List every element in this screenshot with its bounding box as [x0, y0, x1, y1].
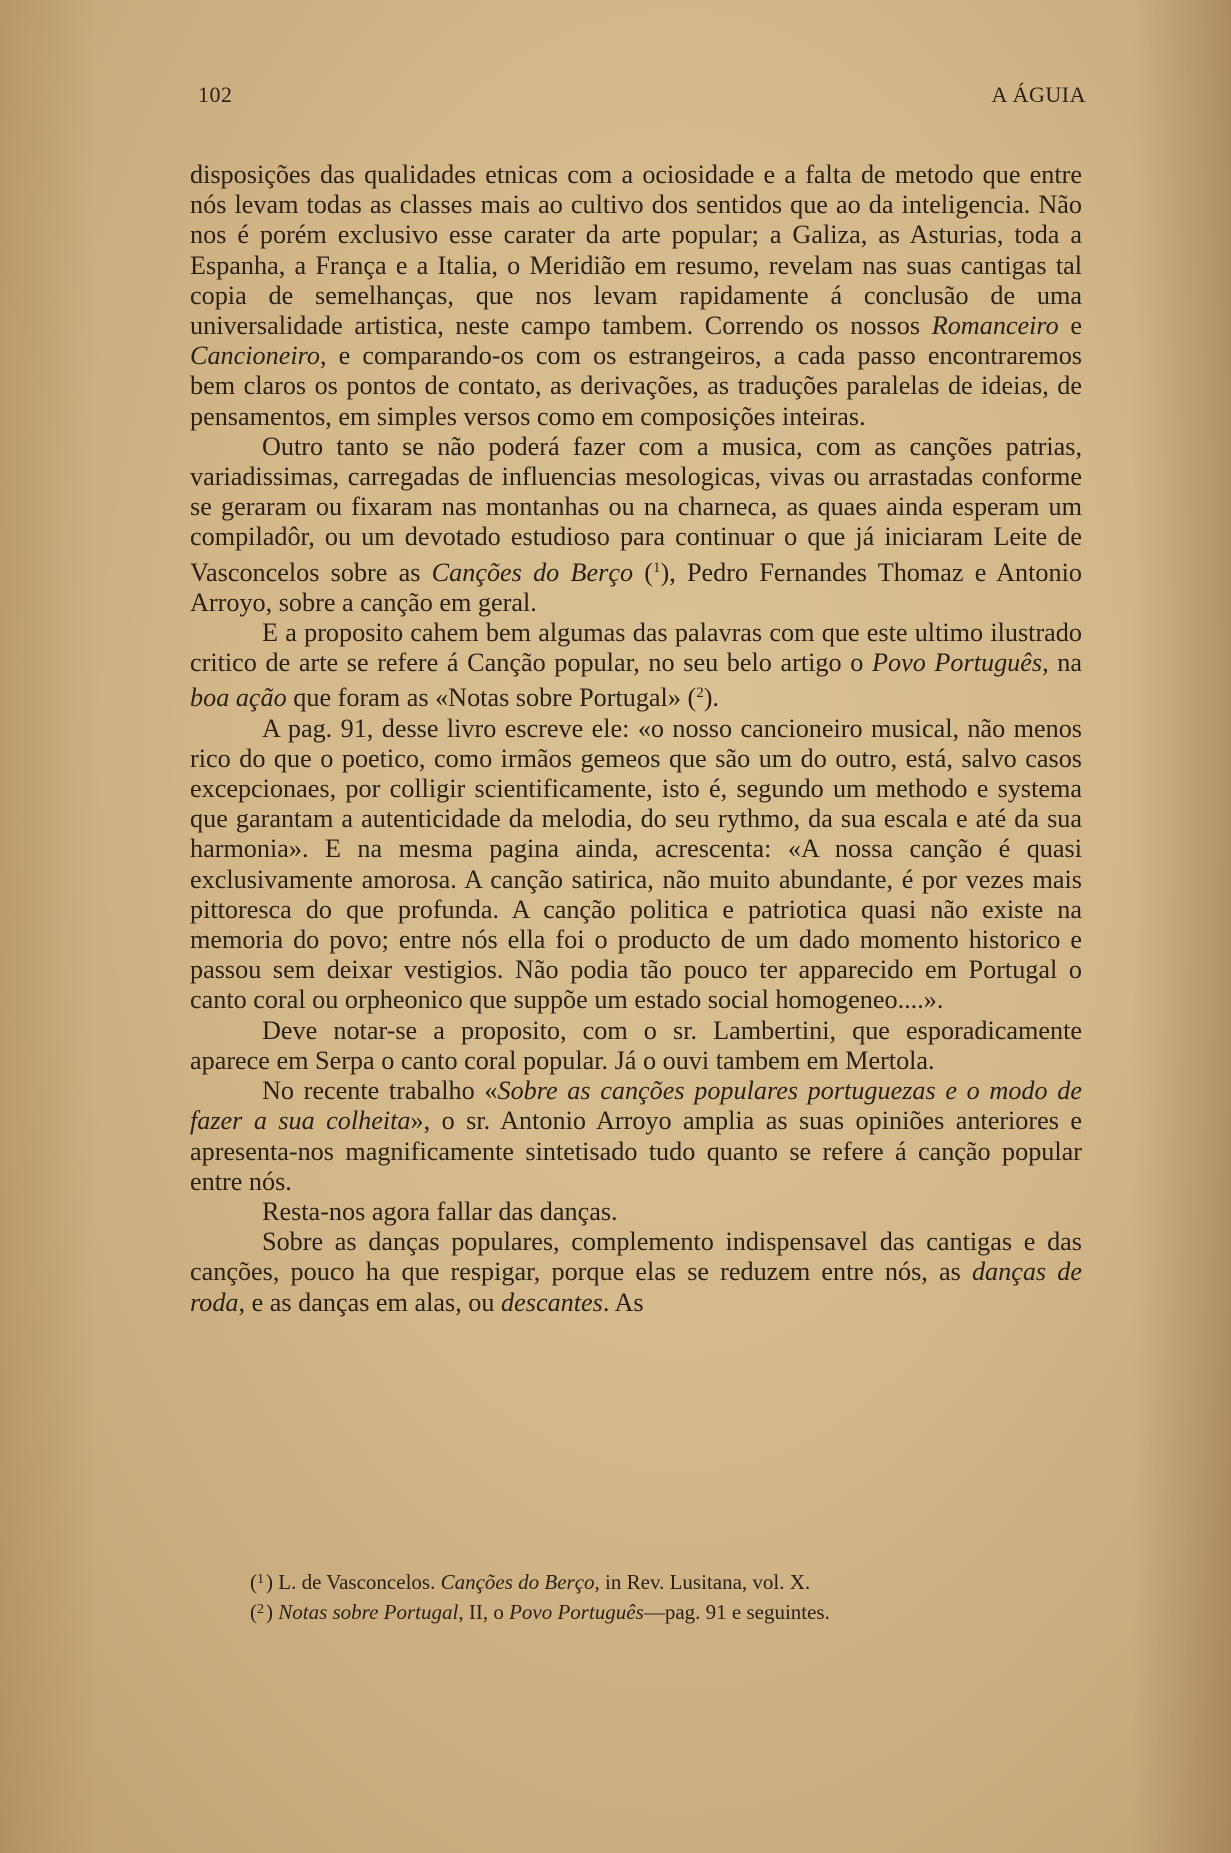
body-text — [190, 160, 1082, 1318]
italic-title: Romanceiro — [931, 311, 1059, 341]
page-header — [198, 82, 1086, 112]
italic-title: boa ação — [190, 683, 287, 713]
italic-title: Cancioneiro — [190, 341, 320, 371]
running-title: A ÁGUIA — [991, 82, 1086, 107]
footnote-ref: 2 — [696, 685, 704, 702]
paragraph-1: disposições das qualidades etnicas com a ociosidade e a falta de metodo que entre nós levam todas as classes mais ao cultivo dos sentidos que ao da inteligencia. Não nos é porém exclusivo esse carater da arte popular; a Galiza, as Asturias, toda a Espanha, a França e a Italia, o Meridião em resumo, revelam nas suas cantigas tal copia de semelhanças, que nos levam rapidamente á conclusão de uma universalidade artistica, neste campo tambem. Correndo os nossos Romanceiro e Cancioneiro, e comparando-os com os estrangeiros, a cada passo encontraremos bem claros os pontos de contato, as derivações, as traduções paralelas de ideias, de pensamentos, em simples versos como em composições inteiras. — [190, 160, 1083, 431]
paragraph-3: E a proposito cahem bem algumas das palavras com que este ultimo ilustrado critico de arte se refere á Canção popular, no seu belo artigo o Povo Português, na boa ação que foram as «Notas sobre Portugal» ($^2$). — [190, 618, 1082, 713]
paragraph-2: Outro tanto se não poderá fazer com a musica, com as canções patrias, variadissimas, carregadas de influencias mesologicas, vivas ou arrastadas conforme se geraram ou fixaram nas montanhas ou na charneca, as quaes ainda esperam um compiladôr, ou um devotado estudioso para continuar o que já iniciaram Leite de Vasconcelos sobre as Canções do Berço ($^1$), Pedro Fernandes Thomaz e Antonio Arroyo, sobre a canção em geral. — [190, 431, 1082, 617]
paragraph-8: Sobre as danças populares, complemento indispensavel das cantigas e das canções, pouco ha que respigar, porque elas se reduzem entre nós, as danças de roda, e as danças em alas, ou descantes. As — [190, 1227, 1082, 1317]
italic-title: Sobre as canções populares portuguezas e o modo de fazer a sua colheita — [190, 1076, 1082, 1136]
footnote-mark: 1 — [257, 1572, 264, 1587]
italic-title: Canções do Berço — [431, 557, 634, 587]
italic-term: descantes — [501, 1287, 603, 1317]
paragraph-4: A pag. 91, desse livro escreve ele: «o nosso cancioneiro musical, não menos rico do que o poetico, como irmãos gemeos que são um do outro, está, salvo casos excepcionaes, por colligir scientificamente, isto é, segundo um methodo e systema que garantam a autenticidade da melodia, do seu rythmo, da sua escala e até da sua harmonia». E na mesma pagina ainda, acrescenta: «A nossa canção é quasi exclusivamente amorosa. A canção satirica, não muito abundante, é por vezes mais pittoresca do que profunda. A canção politica e patriotica quasi não existe na memoria do povo; entre nós ella foi o producto de um dado momento historico e passou sem deixar vestigios. Não podia tão pouco ter apparecido em Portugal o canto coral ou orpheonico que suppõe um estado social homogeneo....». — [190, 713, 1082, 1015]
footnote-mark: 2 — [257, 1602, 264, 1617]
paragraph-6: No recente trabalho «Sobre as canções populares portuguezas e o modo de fazer a sua colheita», o sr. Antonio Arroyo amplia as suas opiniões anteriores e apresenta-nos magnificamente sintetisado tudo quanto se refere á canção popular entre nós. — [190, 1076, 1082, 1196]
paragraph-7: Resta-nos agora fallar das danças. — [262, 1196, 618, 1226]
footnote-1: ($^1$) L. de Vasconcelos. Canções do Berço, in Rev. Lusitana, vol. X. — [250, 1570, 811, 1594]
page-number: 102 — [198, 82, 233, 107]
footnote-2: ($^2$) Notas sobre Portugal, II, o Povo Português—pag. 91 e seguintes. — [250, 1600, 830, 1624]
italic-title: Povo Português, — [871, 648, 1049, 678]
paragraph-5: Deve notar-se a proposito, com o sr. Lambertini, que esporadicamente aparece em Serpa o canto coral popular. Já o ouvi tambem em Mertola. — [190, 1015, 1082, 1075]
italic-term: danças de roda — [190, 1257, 1082, 1317]
footnote-ref: 1 — [653, 559, 661, 576]
footnotes — [250, 1566, 1080, 1626]
